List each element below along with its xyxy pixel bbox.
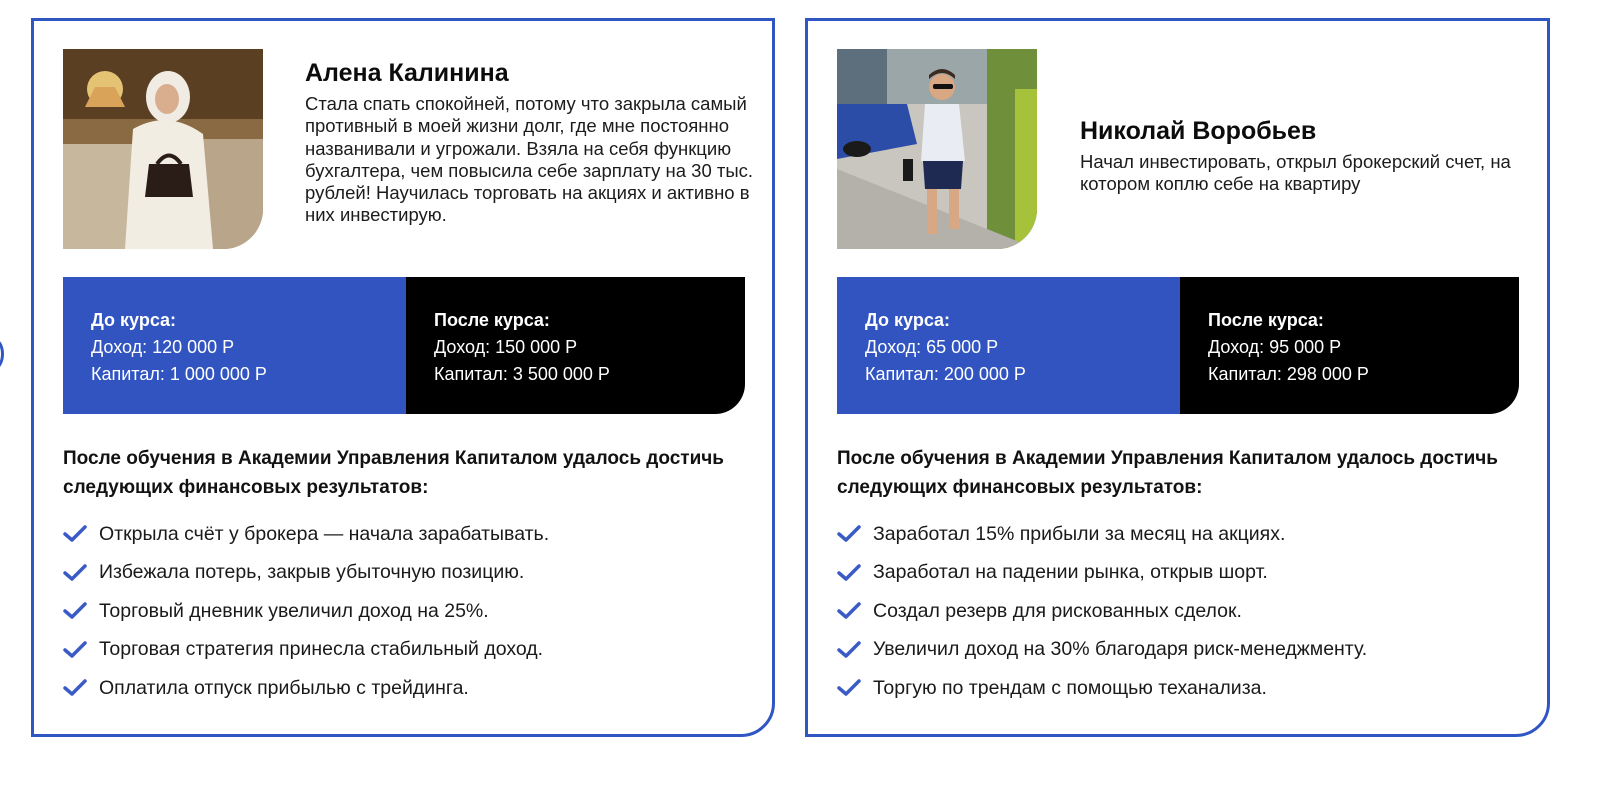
result-text: Оплатила отпуск прибылью с трейдинга. bbox=[99, 676, 469, 699]
check-icon bbox=[63, 602, 87, 620]
after-capital: Капитал: 3 500 000 Р bbox=[434, 364, 610, 384]
result-text: Заработал 15% прибыли за месяц на акциях. bbox=[873, 522, 1286, 545]
list-item bbox=[63, 669, 549, 708]
result-text: Создал резерв для рискованных сделок. bbox=[873, 599, 1242, 622]
before-capital: Капитал: 200 000 Р bbox=[865, 364, 1026, 384]
before-course-panel bbox=[63, 277, 406, 414]
results-list bbox=[63, 515, 549, 708]
after-course-title: После курса: bbox=[434, 310, 550, 330]
result-text: Торгую по трендам с помощью теханализа. bbox=[873, 676, 1267, 699]
result-text: Открыла счёт у брокера — начала зарабатывать. bbox=[99, 522, 550, 545]
list-item bbox=[837, 631, 1367, 670]
check-icon bbox=[63, 679, 87, 697]
before-capital: Капитал: 1 000 000 Р bbox=[91, 364, 267, 384]
result-text: Избежала потерь, закрыв убыточную позицию. bbox=[99, 561, 525, 584]
result-text: Заработал на падении рынка, открыв шорт. bbox=[873, 561, 1268, 584]
after-capital: Капитал: 298 000 Р bbox=[1208, 364, 1369, 384]
check-icon bbox=[63, 525, 87, 543]
student-photo bbox=[63, 49, 263, 249]
testimonial-card bbox=[31, 18, 775, 737]
results-heading: После обучения в Академии Управления Капиталом удалось достичь следующих финансовых результатов: bbox=[837, 448, 1498, 498]
list-item bbox=[837, 554, 1367, 593]
after-course-title: После курса: bbox=[1208, 310, 1324, 330]
check-icon bbox=[63, 641, 87, 659]
list-item bbox=[63, 554, 549, 593]
list-item bbox=[63, 592, 549, 631]
check-icon bbox=[837, 641, 861, 659]
student-photo bbox=[837, 49, 1037, 249]
student-story: Стала спать спокойней, потому что закрыла самый противный в моей жизни долг, где мне постоянно названивали и угрожали. Взяла на себя функцию бухгалтера, чем повысила себе зарплату на 30 тыс. рублей! Научилась торговать на акциях и активно в них инвестирую. bbox=[305, 93, 754, 226]
results-heading: После обучения в Академии Управления Капиталом удалось достичь следующих финансовых результатов: bbox=[63, 448, 724, 498]
student-name: Николай Воробьев bbox=[1080, 117, 1317, 145]
income-comparison bbox=[63, 277, 745, 414]
before-course-panel bbox=[837, 277, 1180, 414]
after-income: Доход: 150 000 Р bbox=[434, 337, 578, 357]
list-item bbox=[63, 631, 549, 670]
check-icon bbox=[837, 602, 861, 620]
result-text: Торговый дневник увеличил доход на 25%. bbox=[99, 599, 489, 622]
check-icon bbox=[837, 564, 861, 582]
student-name: Алена Калинина bbox=[305, 59, 509, 87]
results-list bbox=[837, 515, 1367, 708]
before-course-title: До курса: bbox=[91, 310, 177, 330]
check-icon bbox=[837, 525, 861, 543]
after-course-panel bbox=[1180, 277, 1519, 414]
before-income: Доход: 120 000 Р bbox=[91, 337, 235, 357]
before-course-title: До курса: bbox=[865, 310, 951, 330]
after-income: Доход: 95 000 Р bbox=[1208, 337, 1342, 357]
check-icon bbox=[63, 564, 87, 582]
testimonial-card bbox=[805, 18, 1550, 737]
result-text: Торговая стратегия принесла стабильный доход. bbox=[99, 638, 544, 661]
list-item bbox=[837, 592, 1367, 631]
result-text: Увеличил доход на 30% благодаря риск-менеджменту. bbox=[873, 638, 1368, 661]
list-item bbox=[63, 515, 549, 554]
after-course-panel bbox=[406, 277, 745, 414]
student-story: Начал инвестировать, открыл брокерский счет, на котором коплю себе на квартиру bbox=[1080, 151, 1511, 195]
list-item bbox=[837, 669, 1367, 708]
list-item bbox=[837, 515, 1367, 554]
income-comparison bbox=[837, 277, 1519, 414]
carousel-edge-decoration bbox=[0, 338, 4, 370]
check-icon bbox=[837, 679, 861, 697]
before-income: Доход: 65 000 Р bbox=[865, 337, 999, 357]
